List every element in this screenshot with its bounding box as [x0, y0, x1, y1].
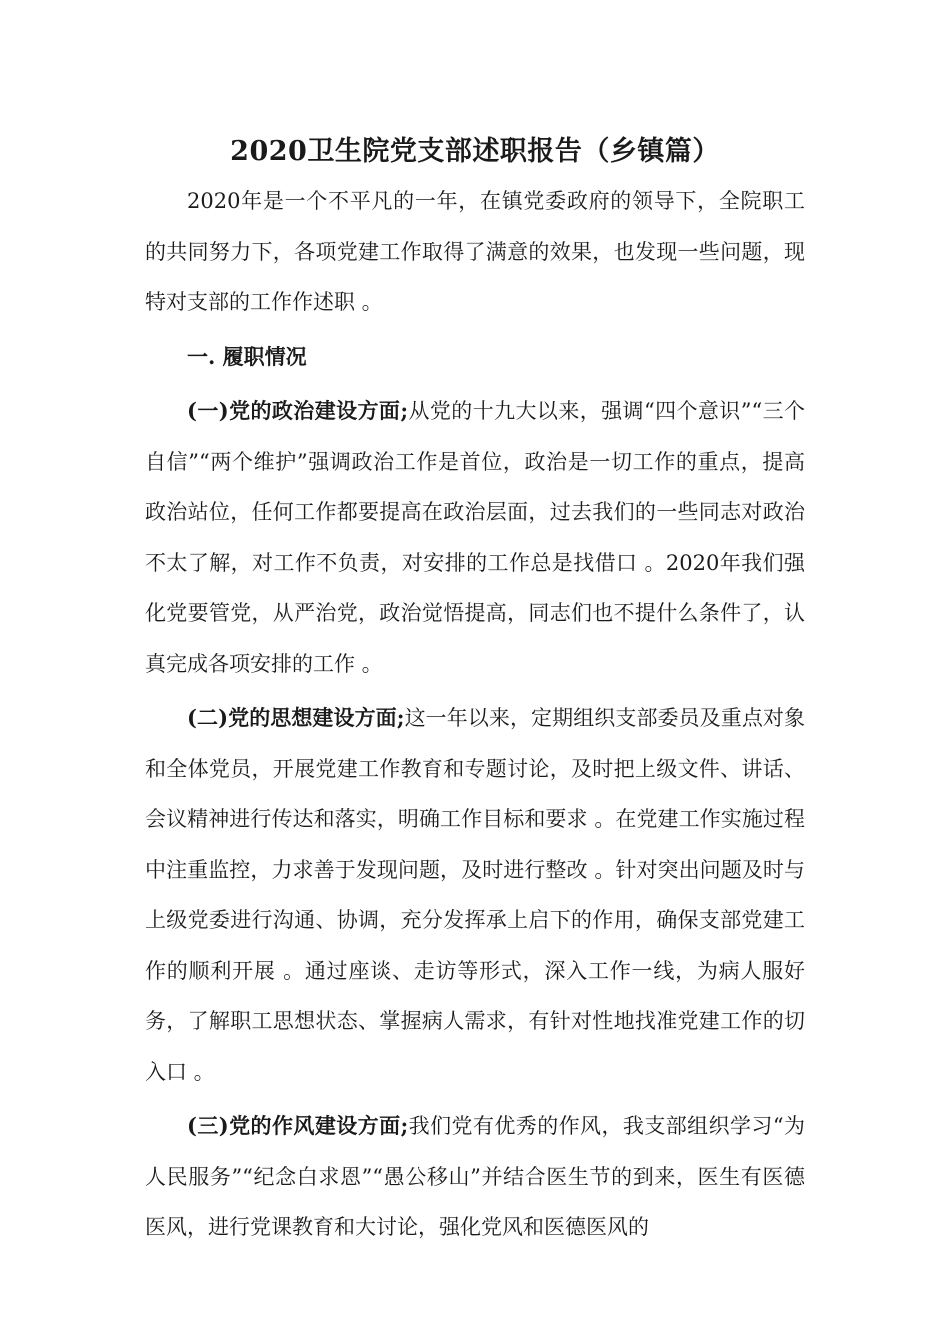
paragraph-ideological [145, 693, 805, 1097]
subsection-heading-3: (三)党的作风建设方面; [187, 1113, 409, 1138]
section-heading-1: 一. 履职情况 [187, 343, 307, 369]
subsection-text-2: 这一年以来，定期组织支部委员及重点对象和全体党员，开展党建工作教育和专题讨论，及时把上级文件、讲话、会议精神进行传达和落实，明确工作目标和要求 。在党建工作实施过程中注重监控，力求善于发现问题，及时进行整改 。针对突出问题及时与上级党委进行沟通、协调，充分发挥承上启下的作用，确保支部党建工作的顺利开展 。通过座谈、走访等形式，深入工作一线，为病人服好务，了解职工思想状态、掌握病人需求，有针对性地找准党建工作的切入口 。 [145, 706, 806, 1084]
intro-paragraph: 2020年是一个不平凡的一年，在镇党委政府的领导下，全院职工的共同努力下，各项党建工作取得了满意的效果，也发现一些问题，现特对支部的工作作述职 。 [145, 189, 805, 314]
document-body [145, 176, 805, 1253]
subsection-heading-2: (二)党的思想建设方面; [187, 705, 405, 730]
subsection-text-1: 从党的十九大以来，强调“四个意识”“三个自信”“两个维护”强调政治工作是首位，政治是一切工作的重点，提高政治站位，任何工作都要提高在政治层面，过去我们的一些同志对政治不太了解，对工作不负责，对安排的工作总是找借口 。2020年我们强化党要管党，从严治党，政治觉悟提高，同志们也不提什么条件了，认真完成各项安排的工作 。 [145, 399, 805, 676]
paragraph-style [145, 1101, 805, 1253]
subsection-heading-1: (一)党的政治建设方面; [187, 398, 409, 423]
subsection-text-3: 我们党有优秀的作风，我支部组织学习“为人民服务”“纪念白求恩”“愚公移山”并结合医生节的到来，医生有医德医风，进行党课教育和大讨论，强化党风和医德医风的 [145, 1114, 806, 1239]
paragraph-political [145, 386, 805, 689]
document-title: 2020卫生院党支部述职报告（乡镇篇） [230, 136, 720, 167]
